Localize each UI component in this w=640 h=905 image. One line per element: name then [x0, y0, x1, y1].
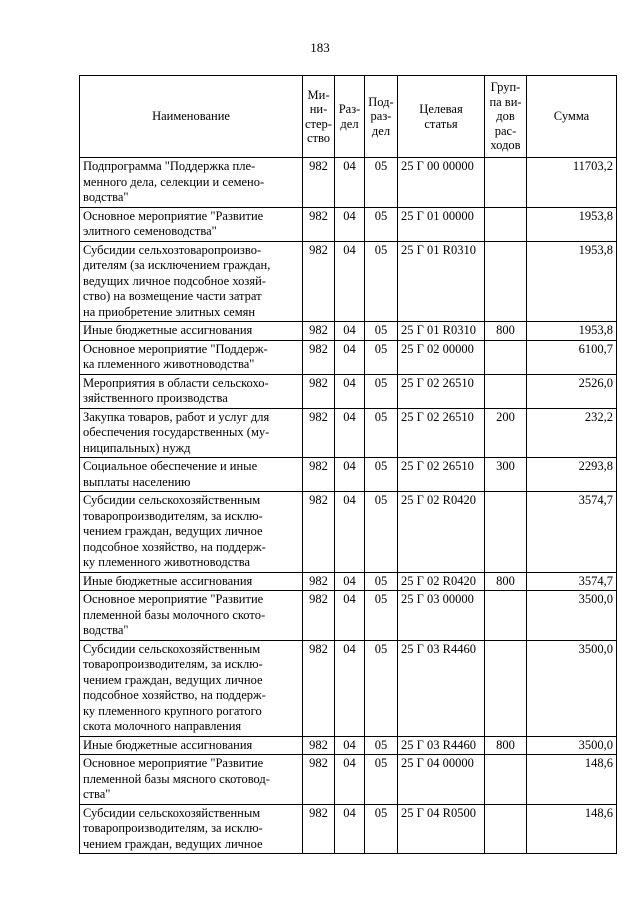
cell-ministry: 982 — [303, 241, 335, 322]
cell-section: 04 — [335, 804, 365, 854]
header-ministry — [303, 76, 335, 158]
cell-sum: 6100,7 — [527, 340, 617, 374]
table-row — [80, 591, 617, 641]
cell-ministry: 982 — [303, 572, 335, 591]
cell-ministry: 982 — [303, 374, 335, 408]
table-row — [80, 374, 617, 408]
cell-sum: 1953,8 — [527, 322, 617, 341]
header-subsection — [365, 76, 398, 158]
cell-subsection: 05 — [365, 572, 398, 591]
header-article — [398, 76, 485, 158]
cell-name: Субсидии сельскохозяйственным товаропроизводителям, за исклю- чением граждан, ведущих личное подсобное хозяйство, на поддерж- ку племенного животноводства — [80, 492, 303, 573]
cell-article: 25 Г 03 R4460 — [398, 640, 485, 736]
cell-subsection: 05 — [365, 736, 398, 755]
cell-subsection: 05 — [365, 640, 398, 736]
cell-article: 25 Г 01 R0310 — [398, 322, 485, 341]
header-section — [335, 76, 365, 158]
cell-group: 300 — [485, 458, 527, 492]
header-section-text: Раз- дел — [338, 102, 361, 131]
cell-subsection: 05 — [365, 492, 398, 573]
cell-name: Подпрограмма "Поддержка пле- менного дела, селекции и семено- водства" — [80, 158, 303, 208]
cell-name: Основное мероприятие "Развитие племенной базы мясного скотовод- ства" — [80, 755, 303, 805]
cell-group: 800 — [485, 322, 527, 341]
cell-section: 04 — [335, 241, 365, 322]
cell-subsection: 05 — [365, 322, 398, 341]
table-row — [80, 755, 617, 805]
cell-name: Основное мероприятие "Поддерж- ка племенного животноводства" — [80, 340, 303, 374]
cell-ministry: 982 — [303, 640, 335, 736]
cell-subsection: 05 — [365, 408, 398, 458]
cell-sum: 3574,7 — [527, 572, 617, 591]
cell-sum: 1953,8 — [527, 207, 617, 241]
header-name — [80, 76, 303, 158]
cell-article: 25 Г 03 R4460 — [398, 736, 485, 755]
cell-name: Закупка товаров, работ и услуг для обеспечения государственных (му- ниципальных) нужд — [80, 408, 303, 458]
cell-section: 04 — [335, 572, 365, 591]
cell-article: 25 Г 04 R0500 — [398, 804, 485, 854]
cell-article: 25 Г 02 00000 — [398, 340, 485, 374]
cell-article: 25 Г 02 26510 — [398, 408, 485, 458]
cell-name: Иные бюджетные ассигнования — [80, 572, 303, 591]
cell-name: Мероприятия в области сельскохо- зяйственного производства — [80, 374, 303, 408]
header-name-text: Наименование — [152, 109, 230, 124]
page-number: 183 — [310, 40, 330, 55]
cell-group — [485, 755, 527, 805]
cell-article: 25 Г 00 00000 — [398, 158, 485, 208]
cell-group — [485, 158, 527, 208]
table-row — [80, 804, 617, 854]
cell-name: Иные бюджетные ассигнования — [80, 322, 303, 341]
cell-article: 25 Г 02 R0420 — [398, 492, 485, 573]
cell-section: 04 — [335, 158, 365, 208]
cell-ministry: 982 — [303, 340, 335, 374]
cell-subsection: 05 — [365, 755, 398, 805]
cell-sum: 148,6 — [527, 804, 617, 854]
cell-sum: 2293,8 — [527, 458, 617, 492]
table-body — [80, 158, 617, 854]
cell-group: 200 — [485, 408, 527, 458]
cell-name: Субсидии сельскохозяйственным товаропроизводителям, за исклю- чением граждан, ведущих личное подсобное хозяйство, на поддерж- ку племенного крупного рогатого скота молочного направления — [80, 640, 303, 736]
cell-section: 04 — [335, 492, 365, 573]
cell-ministry: 982 — [303, 322, 335, 341]
cell-subsection: 05 — [365, 207, 398, 241]
cell-group — [485, 492, 527, 573]
table-row — [80, 408, 617, 458]
cell-section: 04 — [335, 640, 365, 736]
header-ministry-text: Ми- ни- стер- ство — [305, 87, 332, 145]
header-subsection-text: Под- раз- дел — [368, 94, 394, 138]
table-row — [80, 736, 617, 755]
cell-sum: 1953,8 — [527, 241, 617, 322]
cell-section: 04 — [335, 591, 365, 641]
cell-name: Основное мероприятие "Развитие элитного семеноводства" — [80, 207, 303, 241]
cell-article: 25 Г 02 26510 — [398, 374, 485, 408]
header-sum-text: Сумма — [553, 109, 590, 124]
cell-sum: 3500,0 — [527, 736, 617, 755]
cell-sum: 11703,2 — [527, 158, 617, 208]
table-row — [80, 207, 617, 241]
cell-group — [485, 640, 527, 736]
cell-group: 800 — [485, 736, 527, 755]
table-header-row — [80, 76, 617, 158]
cell-article: 25 Г 01 R0310 — [398, 241, 485, 322]
table-row — [80, 572, 617, 591]
cell-subsection: 05 — [365, 591, 398, 641]
cell-ministry: 982 — [303, 804, 335, 854]
cell-section: 04 — [335, 458, 365, 492]
cell-section: 04 — [335, 736, 365, 755]
cell-sum: 3574,7 — [527, 492, 617, 573]
cell-article: 25 Г 02 R0420 — [398, 572, 485, 591]
table-row — [80, 241, 617, 322]
cell-subsection: 05 — [365, 374, 398, 408]
header-group — [485, 76, 527, 158]
budget-table — [79, 75, 617, 854]
cell-ministry: 982 — [303, 458, 335, 492]
cell-subsection: 05 — [365, 241, 398, 322]
header-group-text: Груп- па ви- дов рас- ходов — [489, 80, 522, 153]
cell-section: 04 — [335, 322, 365, 341]
table-row — [80, 492, 617, 573]
cell-name: Социальное обеспечение и иные выплаты населению — [80, 458, 303, 492]
table-row — [80, 458, 617, 492]
table-row — [80, 640, 617, 736]
cell-group — [485, 804, 527, 854]
header-sum — [527, 76, 617, 158]
cell-section: 04 — [335, 207, 365, 241]
cell-name: Основное мероприятие "Развитие племенной базы молочного ското- водства" — [80, 591, 303, 641]
cell-group — [485, 241, 527, 322]
cell-name: Субсидии сельскохозяйственным товаропроизводителям, за исклю- чением граждан, ведущих личное — [80, 804, 303, 854]
cell-section: 04 — [335, 374, 365, 408]
table-row — [80, 322, 617, 341]
cell-group: 800 — [485, 572, 527, 591]
cell-ministry: 982 — [303, 207, 335, 241]
cell-group — [485, 591, 527, 641]
cell-sum: 232,2 — [527, 408, 617, 458]
cell-ministry: 982 — [303, 492, 335, 573]
cell-ministry: 982 — [303, 755, 335, 805]
table-row — [80, 158, 617, 208]
cell-section: 04 — [335, 340, 365, 374]
cell-ministry: 982 — [303, 158, 335, 208]
cell-section: 04 — [335, 755, 365, 805]
cell-subsection: 05 — [365, 340, 398, 374]
cell-article: 25 Г 02 26510 — [398, 458, 485, 492]
cell-name: Субсидии сельхозтоваропроизво- дителям (за исключением граждан, ведущих личное подсобное хозяй- ство) на возмещение части затрат на приобретение элитных семян — [80, 241, 303, 322]
cell-article: 25 Г 03 00000 — [398, 591, 485, 641]
cell-group — [485, 207, 527, 241]
cell-subsection: 05 — [365, 804, 398, 854]
cell-group — [485, 374, 527, 408]
header-article-text: Целевая статья — [419, 102, 463, 131]
cell-section: 04 — [335, 408, 365, 458]
cell-sum: 3500,0 — [527, 640, 617, 736]
cell-sum: 148,6 — [527, 755, 617, 805]
cell-subsection: 05 — [365, 458, 398, 492]
cell-article: 25 Г 04 00000 — [398, 755, 485, 805]
cell-article: 25 Г 01 00000 — [398, 207, 485, 241]
cell-sum: 3500,0 — [527, 591, 617, 641]
cell-name: Иные бюджетные ассигнования — [80, 736, 303, 755]
cell-ministry: 982 — [303, 591, 335, 641]
cell-sum: 2526,0 — [527, 374, 617, 408]
table-row — [80, 340, 617, 374]
cell-ministry: 982 — [303, 408, 335, 458]
cell-ministry: 982 — [303, 736, 335, 755]
cell-subsection: 05 — [365, 158, 398, 208]
cell-group — [485, 340, 527, 374]
